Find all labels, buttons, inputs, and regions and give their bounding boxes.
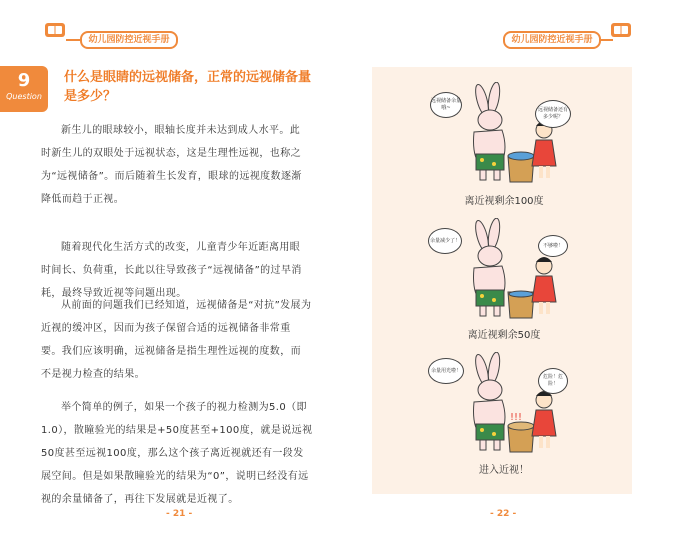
text-line: 时新生儿的双眼处于远视状态，这是生理性远视，也称之 (41, 148, 301, 159)
rabbit-child-illustration (452, 352, 564, 456)
text-line: 50度甚至远视100度，那么这个孩子离近视就还有一段发 (41, 448, 304, 459)
text-line: 随着现代化生活方式的改变，儿童青少年近距离用眼 (61, 242, 301, 253)
paragraph-1 (41, 119, 347, 211)
illustration-caption: 离近视剩余100度 (464, 196, 544, 207)
header-title-right: 幼儿园防控近视手册 (503, 31, 601, 49)
text-line: 视的余量储备了，再往下发展就是近视了。 (41, 494, 239, 505)
book-icon (610, 21, 632, 39)
illustration-caption: 离近视剩余50度 (467, 330, 541, 341)
text-line: 从前面的问题我们已经知道，远视储备是“对抗”发展为 (61, 300, 312, 311)
text-line: 展空间。但是如果散瞳验光的结果为“0”，说明已经没有远 (41, 471, 309, 482)
paragraph-3 (41, 294, 347, 386)
rabbit-child-illustration (452, 82, 564, 186)
header-title-left: 幼儿园防控近视手册 (80, 31, 178, 49)
question-number: 9 (17, 70, 31, 91)
text-line: 时间长、负荷重，长此以往导致孩子“远视储备”的过早消 (41, 265, 302, 276)
text-line: 为“远视储备”。而后随着生长发育，眼球的远视度数逐渐 (41, 171, 302, 182)
text-line: 近视的缓冲区，因而为孩子保留合适的远视储备非常重 (41, 323, 291, 334)
text-line: 1.0），散瞳验光的结果是+50度甚至+100度，就是说远视 (41, 425, 313, 436)
paragraph-4 (41, 396, 347, 511)
header-line-right (599, 39, 613, 41)
book-icon (44, 21, 66, 39)
page-number-left: - 21 - (166, 509, 193, 519)
speech-bubble: 远视储备余量哦~ (430, 92, 462, 118)
illustration-caption: 进入近视！ (479, 465, 529, 476)
text-line: 举个简单的例子，如果一个孩子的视力检测为5.0（即 (61, 402, 307, 413)
speech-bubble: 危险！危险！ (538, 368, 568, 394)
text-line: 新生儿的眼球较小，眼轴长度并未达到成人水平。此 (61, 125, 301, 136)
rabbit-child-illustration (452, 218, 564, 322)
question-label: Question (6, 92, 42, 101)
speech-bubble: 余量用光啦！ (428, 358, 464, 384)
text-line: 耗，最终导致近视等问题出现。 (41, 288, 187, 299)
question-title (64, 68, 344, 106)
speech-bubble: 余量减少了！ (428, 228, 462, 254)
speech-bubble: 远视储备还有多少呢？ (535, 100, 571, 128)
page-number-right: - 22 - (490, 509, 517, 519)
svg-text:!!!: !!! (510, 412, 523, 423)
text-line: 不是视力检查的结果。 (41, 369, 145, 380)
question-title-line: 什么是眼睛的远视储备，正常的远视储备量 (64, 70, 312, 85)
question-title-line: 是多少？ (64, 89, 117, 104)
text-line: 降低而趋于正视。 (41, 194, 125, 205)
question-badge (0, 66, 48, 112)
text-line: 要。我们应该明确，远视储备是指生理性远视的度数，而 (41, 346, 301, 357)
speech-bubble: 不够啦！ (538, 235, 568, 257)
